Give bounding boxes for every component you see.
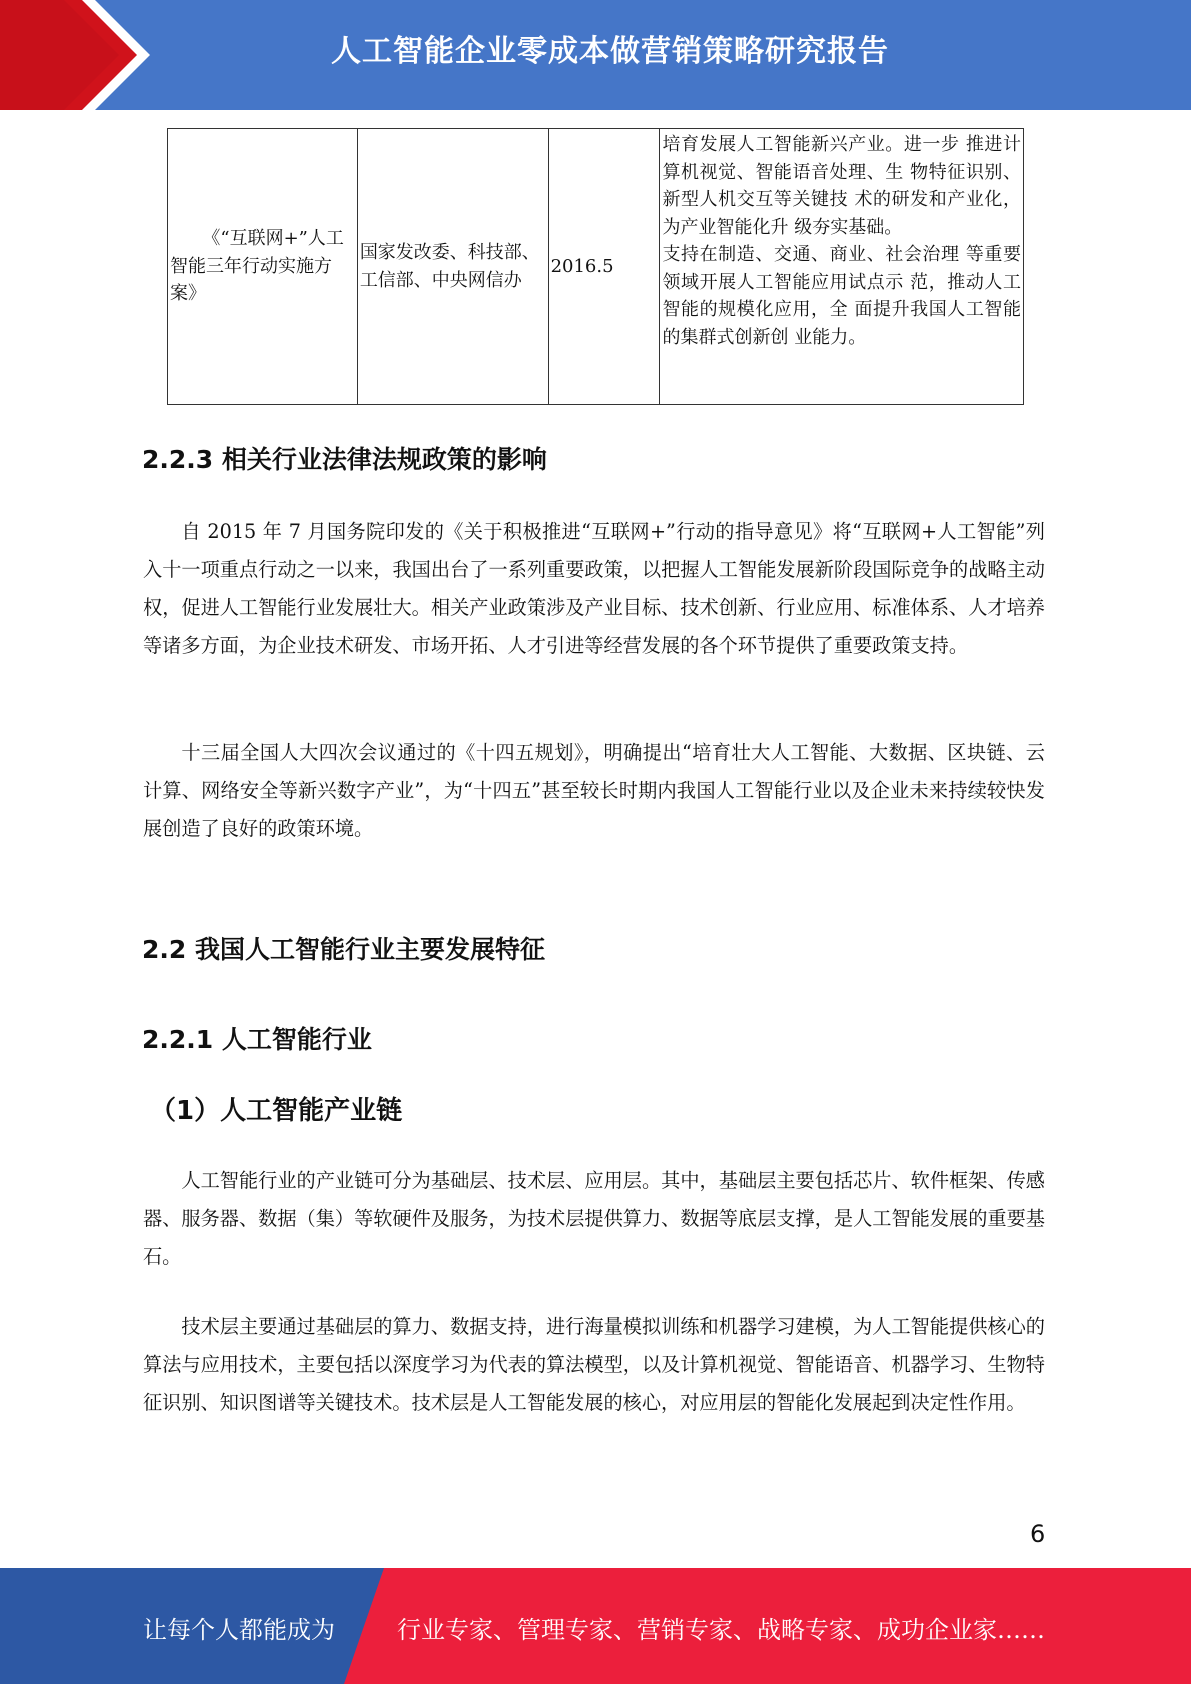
paragraph-industry-chain: 人工智能行业的产业链可分为基础层、技术层、应用层。其中，基础层主要包括芯片、软件框架、传感器、服务器、数据（集）等软硬件及服务，为技术层提供算力、数据等底层支撑，是人工智能发展的重要基石。: [143, 1169, 1045, 1268]
section-heading-2-2-1: 2.2.1 人工智能行业: [142, 1025, 372, 1054]
policy-content-paragraph-2: 支持在制造、交通、商业、社会治理 等重要领域开展人工智能应用试点示 范，推动人工智能的规模化应用，全 面提升我国人工智能的集群式创新创 业能力。: [662, 244, 1021, 348]
section-heading-2-2-3: 2.2.3 相关行业法律法规政策的影响: [142, 445, 547, 474]
policy-name-cell: 《“互联网+”人工 智能三年行动实施方案》: [168, 129, 358, 405]
paragraph-technology-layer: 技术层主要通过基础层的算力、数据支持，进行海量模拟训练和机器学习建模，为人工智能提供核心的算法与应用技术，主要包括以深度学习为代表的算法模型，以及计算机视觉、智能语音、机器学习、生物特征识别、知识图谱等关键技术。技术层是人工智能发展的核心，对应用层的智能化发展起到决定性作用。: [143, 1315, 1045, 1414]
page-header: [0, 0, 1191, 110]
policy-content-cell: [660, 129, 1024, 405]
header-arrow-decoration: [0, 0, 150, 110]
policy-issuer-cell: 国家发改委、科技部、工信部、中央网信办: [357, 129, 548, 405]
table-row: [168, 129, 1024, 405]
paragraph-policy-history: 自 2015 年 7 月国务院印发的《关于积极推进“互联网+”行动的指导意见》将“互联网+人工智能”列入十一项重点行动之一以来，我国出台了一系列重要政策，以把握人工智能发展新阶段国际竞争的战略主动权，促进人工智能行业发展壮大。相关产业政策涉及产业目标、技术创新、行业应用、标准体系、人才培养等诸多方面，为企业技术研发、市场开拓、人才引进等经营发展的各个环节提供了重要政策支持。: [143, 520, 1045, 657]
footer-slogan-right: 行业专家、管理专家、营销专家、战略专家、成功企业家……: [397, 1616, 1045, 1644]
section-heading-2-2: 2.2 我国人工智能行业主要发展特征: [142, 935, 545, 964]
policy-table: [167, 128, 1024, 405]
report-title: 人工智能企业零成本做营销策略研究报告: [331, 34, 889, 69]
page-number: 6: [1030, 1520, 1046, 1548]
page-footer: [0, 1568, 1191, 1684]
paragraph-five-year-plan: 十三届全国人大四次会议通过的《十四五规划》，明确提出“培育壮大人工智能、大数据、区块链、云计算、网络安全等新兴数字产业”，为“十四五”甚至较长时期内我国人工智能行业以及企业未来持续较快发展创造了良好的政策环境。: [143, 741, 1045, 840]
footer-slogan-left: 让每个人都能成为: [143, 1616, 335, 1644]
subsection-heading-industry-chain: （1）人工智能产业链: [150, 1096, 403, 1126]
policy-date-cell: 2016.5: [548, 129, 660, 405]
policy-content-paragraph-1: 培育发展人工智能新兴产业。进一步 推进计算机视觉、智能语音处理、生 物特征识别、新型人机交互等关键技 术的研发和产业化，为产业智能化升 级夯实基础。: [662, 134, 1021, 238]
